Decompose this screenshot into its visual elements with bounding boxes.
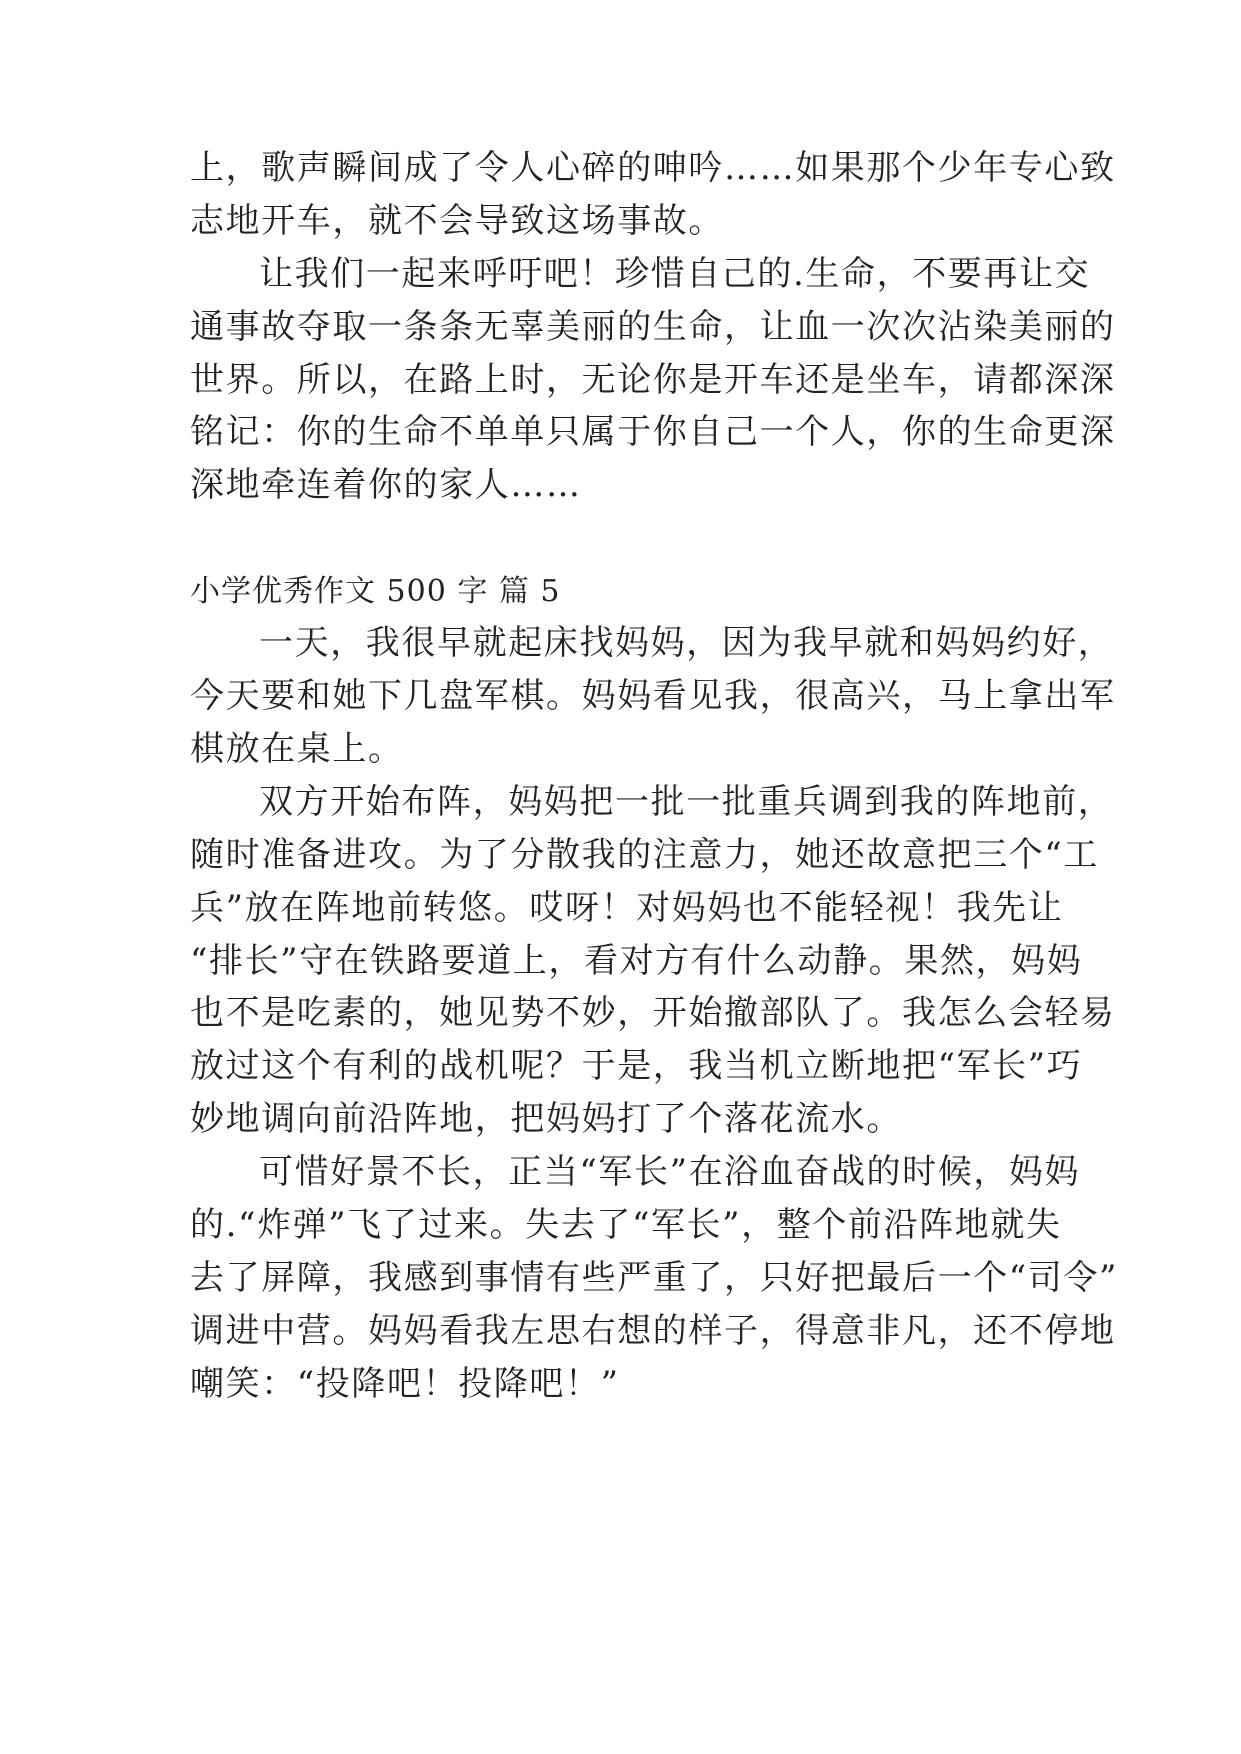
paragraph-line: 世界。所以，在路上时，无论你是开车还是坐车，请都深深 <box>190 360 1116 400</box>
paragraph-line: 也不是吃素的，她见势不妙，开始撤部队了。我怎么会轻易 <box>190 993 1116 1033</box>
paragraph-line: 妙地调向前沿阵地，把妈妈打了个落花流水。 <box>190 1099 902 1139</box>
paragraph-line: “排长”守在铁路要道上，看对方有什么动静。果然，妈妈 <box>190 941 1083 981</box>
paragraph-line: 双方开始布阵，妈妈把一批一批重兵调到我的阵地前， <box>259 782 1114 822</box>
paragraph-line: 兵”放在阵地前转悠。哎呀！对妈妈也不能轻视！我先让 <box>190 888 1064 928</box>
paragraph-line: 调进中营。妈妈看我左思右想的样子，得意非凡，还不停地 <box>190 1311 1116 1351</box>
paragraph-line: 的.“炸弹”飞了过来。失去了“军长”，整个前沿阵地就失 <box>190 1205 1062 1245</box>
paragraph-line: 可惜好景不长，正当“军长”在浴血奋战的时候，妈妈 <box>259 1152 1081 1192</box>
paragraph-line: 今天要和她下几盘军棋。妈妈看见我，很高兴，马上拿出军 <box>190 676 1116 716</box>
paragraph-line: 让我们一起来呼吁吧！珍惜自己的.生命，不要再让交 <box>259 254 1091 294</box>
paragraph-line: 深地牵连着你的家人…… <box>190 465 582 505</box>
paragraph-line: 放过这个有利的战机呢？于是，我当机立断地把“军长”巧 <box>190 1046 1083 1086</box>
paragraph-line: 随时准备进攻。为了分散我的注意力，她还故意把三个“工 <box>190 835 1099 875</box>
section-heading: 小学优秀作文 500 字 篇 5 <box>190 574 561 609</box>
paragraph-line: 棋放在桌上。 <box>190 729 404 769</box>
paragraph-line: 志地开车，就不会导致这场事故。 <box>190 201 724 241</box>
paragraph-line: 一天，我很早就起床找妈妈，因为我早就和妈妈约好， <box>259 623 1114 663</box>
paragraph-line: 上，歌声瞬间成了令人心碎的呻吟……如果那个少年专心致 <box>190 148 1116 188</box>
paragraph-line: 嘲笑：“投降吧！投降吧！” <box>190 1364 620 1404</box>
paragraph-line: 通事故夺取一条条无辜美丽的生命，让血一次次沾染美丽的 <box>190 307 1116 347</box>
paragraph-line: 铭记：你的生命不单单只属于你自己一个人，你的生命更深 <box>190 412 1116 452</box>
paragraph-line: 去了屏障，我感到事情有些严重了，只好把最后一个“司令” <box>190 1258 1118 1298</box>
